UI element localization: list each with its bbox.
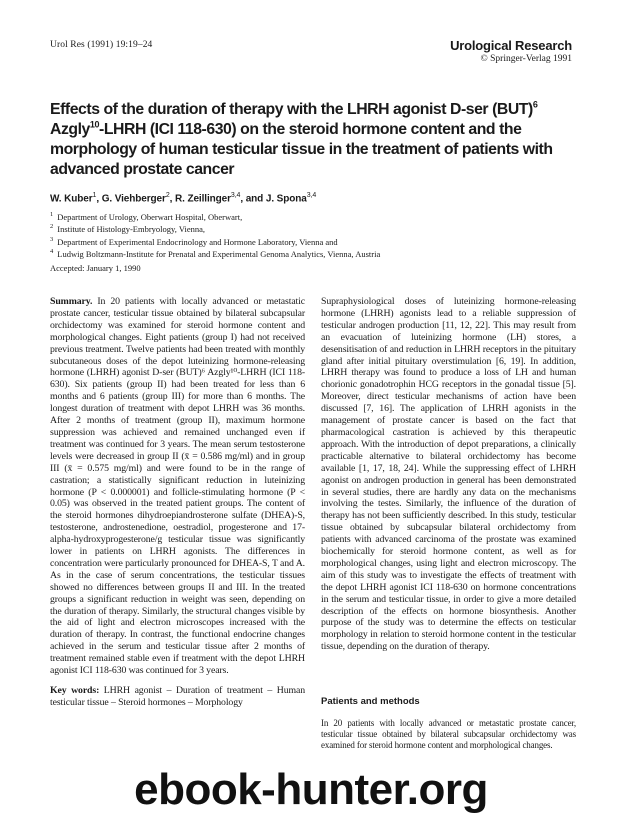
left-column (50, 296, 305, 709)
title-part-3: -LHRH (ICI 118-630) on the steroid hormone content and the morphology of human testicular tissue in the treatment of patients with advanced prostate cancer (50, 121, 553, 178)
keywords-paragraph (50, 685, 305, 709)
summary-label: Summary. (50, 296, 93, 307)
journal-name: Urological Research (450, 38, 572, 53)
journal-masthead (450, 38, 572, 65)
author-name: R. Zeillinger (174, 193, 231, 205)
affiliation-number: 1 (50, 211, 54, 218)
affiliation-text: Department of Experimental Endocrinology and Hormone Laboratory, Vienna and (57, 236, 338, 247)
author-name: J. Spona (265, 193, 307, 205)
keywords-text: LHRH agonist – Duration of treatment – Human testicular tissue – Steroid hormones – Morphology (50, 685, 305, 708)
author-name: W. Kuber (50, 193, 93, 205)
affiliation-number: 4 (50, 247, 54, 255)
article-title (50, 100, 570, 180)
keywords-label: Key words: (50, 685, 100, 696)
author-name: G. Viehberger (101, 193, 166, 205)
author-affiliation-ref: 1 (92, 192, 97, 199)
affiliation-item (50, 247, 580, 259)
right-column (321, 296, 576, 653)
publisher-copyright: © Springer-Verlag 1991 (480, 54, 572, 64)
affiliation-list (50, 210, 580, 259)
title-part-1: Effects of the duration of therapy with the LHRH agonist D-ser (BUT) (50, 101, 533, 118)
affiliation-item (50, 210, 580, 222)
author-separator: , (169, 193, 175, 205)
affiliation-number: 3 (50, 235, 54, 243)
affiliation-item (50, 222, 580, 234)
author-separator: , and (240, 193, 266, 205)
affiliation-text: Institute of Histology-Embryology, Vienna, (57, 224, 205, 235)
summary-paragraph (50, 296, 305, 677)
author-affiliation-ref: 3,4 (306, 192, 317, 199)
title-superscript-2: 10 (89, 119, 100, 130)
watermark-text: ebook-hunter.org (134, 765, 488, 814)
affiliation-text: Department of Urology, Oberwart Hospital, Oberwart, (57, 211, 243, 222)
title-superscript-1: 6 (532, 99, 538, 110)
author-list (50, 192, 570, 204)
journal-citation: Urol Res (1991) 19:19–24 (50, 40, 153, 50)
affiliation-text: Ludwig Boltzmann-Institute for Prenatal and Experimental Genoma Analytics, Vienna, Austria (57, 248, 381, 259)
summary-text: In 20 patients with locally advanced or metastatic prostate cancer, testicular tissue obtained by bilateral subcapsular orchidectomy was examined for steroid hormone content and morphological changes. Eight patients (group I) had not received previous treatment. Twelve patients had been treated with monthly subcutaneous doses of the depot luteinizing hormone-releasing hormone (LHRH) agonist D-ser (BUT)⁶ Azgly¹⁰-LHRH (ICI 118-630). Six patients (group II) had been treated for less than 6 months and 6 patients (group III) for more than 6 months. The longest duration of treatment with depot LHRH was 36 months. After 2 months of treatment (group II), maximum hormone suppression was achieved and remained unchanged even if treatment was continued for 3 years. The mean serum testosterone levels were decreased in group II (x̄ = 0.586 mg/ml) and in group III (x̄ = 0.575 mg/ml) and were found to be in the range of castration; a statistically significant reduction in luteinizing hormone (P < 0.000001) and follicle-stimulating hormone (P < 0.05) was observed in the treated patient groups. The content of the steroid hormones dihydroepiandrosterone sulfate (DHEA)-S, testosterone, androstenedione, oestradiol, progesterone and 17-alpha-hydroxyprogesterone/g testicular tissue was significantly lower in patients on LHRH agonists. The differences in concentration were particularly pronounced for DHEA-S, T and A. As in the case of serum concentrations, the testicular tissues showed no differences between groups II and III. In the treated groups a significant reduction in weight was seen, depending on the duration of therapy. Similarly, the structural changes visible by the aid of light and electron microscopes increased with the duration of therapy. In contrast, the functional endocrine changes achieved in the serum and testicular tissue after 2 months of treatment remained stable even if treatment with the depot LHRH agonist ICI 118-630 was continued for 3 years. (50, 296, 305, 677)
affiliation-item (50, 235, 580, 247)
methods-text: In 20 patients with locally advanced or metastatic prostate cancer, testicular tissue obtained by bilateral subcapsular orchidectomy was examined for steroid hormone content and morphological changes. (321, 718, 576, 750)
author-separator: , (96, 193, 102, 205)
methods-heading: Patients and methods (321, 696, 420, 707)
author-affiliation-ref: 3,4 (230, 192, 241, 199)
accepted-date: Accepted: January 1, 1990 (50, 263, 141, 273)
title-part-2: Azgly (50, 121, 90, 138)
author-affiliation-ref: 2 (165, 192, 170, 199)
introduction-paragraph: Supraphysiological doses of luteinizing hormone-releasing hormone (LHRH) agonists lead to a reliable suppression of testicular androgen production [11, 12, 22]. This may result from an evacuation of luteinizing hormone (LH) stores, a desensitisation of and reduction in LHRH receptors in the pituitary gland after initial pituitary overstimulation [6, 19]. In addition, LHRH therapy was found to produce a loss of LH and human chorionic gonadotrophin HCG receptors in the gonadal tissue [5]. Moreover, direct testicular mechanisms of action have been discussed [7, 16]. The application of LHRH agonists in the management of prostate cancer is based on the fact that pharmacological castration is achieved by this therapeutic approach. With the introduction of depot preparations, a clinically practicable alternative to bilateral orchidectomy has become available [1, 17, 18, 24]. While the suppressing effect of LHRH agonist on androgen production in general has been demonstrated in several studies, there are hardly any data on the mechanisms involving the testes. Similarly, the influence of the duration of therapy has not been sufficiently described. In this study, testicular tissue obtained by subcapsular bilateral orchidectomy from patients with advanced carcinoma of the prostate was examined biochemically for steroid hormone content, as well as for morphological changes, using light and electron microscopy. The aim of this study was to investigate the effects of treatment with the depot LHRH agonist ICI 118-630 on hormone concentrations in the serum and testicular tissue, in order to give a more detailed description of the effects on hormone biosynthesis. Another purpose of the study was to determine the effects on testicular morphology in relation to steroid hormone content in the testicular tissue, depending on the duration of therapy. (321, 296, 576, 653)
affiliation-number: 2 (50, 223, 54, 231)
